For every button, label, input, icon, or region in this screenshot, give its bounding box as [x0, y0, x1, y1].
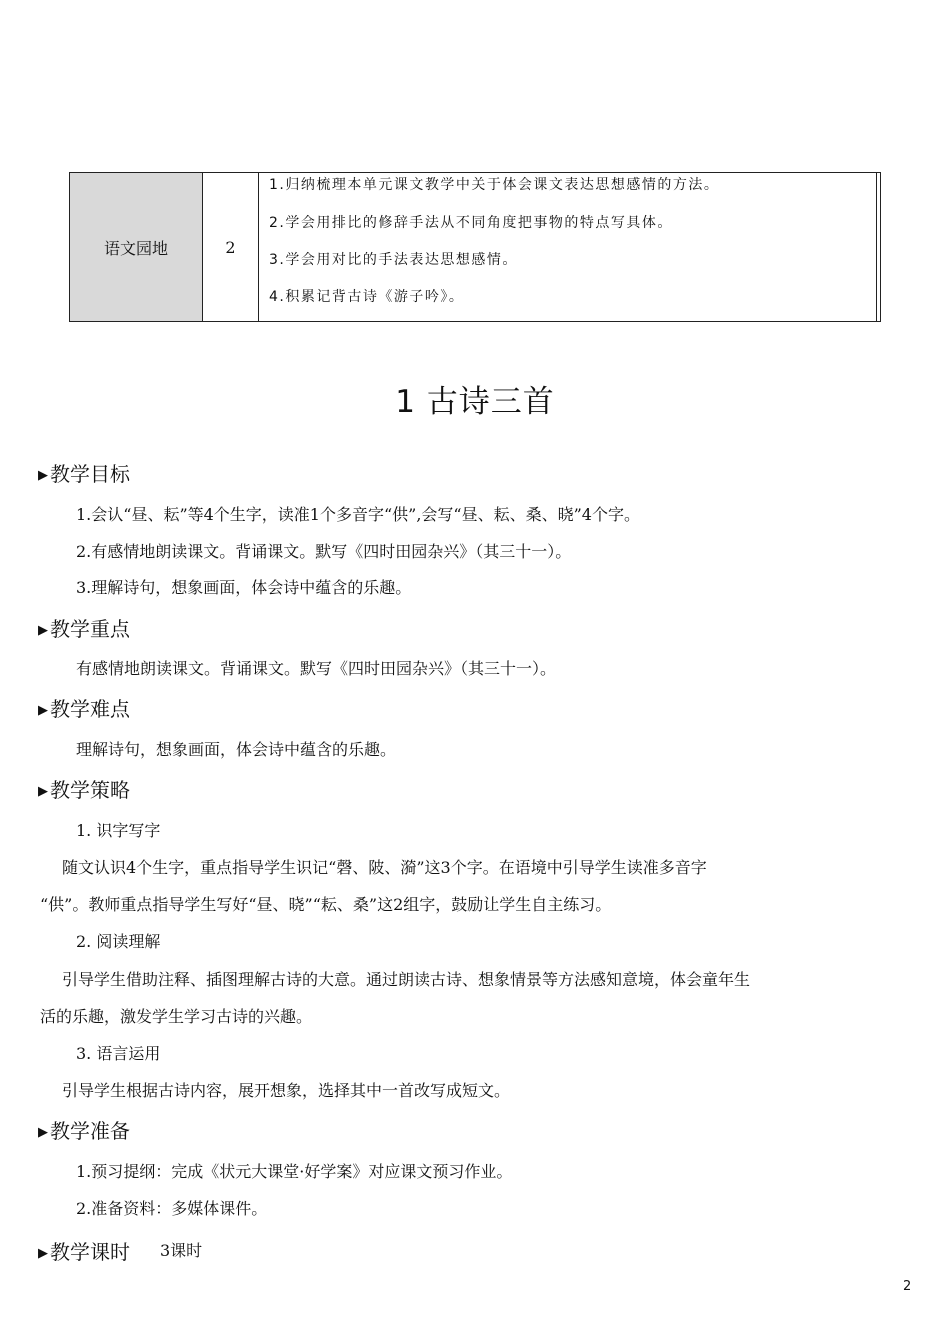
hours-cell: 2: [203, 173, 259, 322]
goals-cell: [259, 173, 881, 322]
lesson-title: 1 古诗三首: [395, 384, 555, 420]
section-heading-preparation: ▶ 教学准备: [38, 1119, 130, 1143]
objective-item: 3.理解诗句，想象画面，体会诗中蕴含的乐趣。: [76, 578, 412, 597]
difficulties-text: 理解诗句，想象画面，体会诗中蕴含的乐趣。: [76, 740, 397, 759]
strategy-text: 随文认识4个生字，重点指导学生识记“磬、陂、漪”这3个字。在语境中引导学生读准多音字: [62, 858, 707, 877]
unit-name-cell: 语文园地: [70, 173, 203, 322]
triangle-bullet-icon: ▶: [38, 468, 48, 483]
goal-line: 4.积累记背古诗《游子吟》。: [269, 289, 465, 305]
section-heading-objectives: ▶ 教学目标: [38, 462, 130, 486]
strategy-subtitle: 1. 识字写字: [76, 821, 161, 840]
triangle-bullet-icon: ▶: [38, 784, 48, 799]
preparation-item: 2.准备资料：多媒体课件。: [76, 1199, 268, 1218]
strategy-text: “供”。教师重点指导学生写好“昼、晓”“耘、桑”这2组字，鼓励让学生自主练习。: [40, 895, 612, 914]
goal-line: 1.归纳梳理本单元课文教学中关于体会课文表达思想感情的方法。: [269, 177, 720, 193]
hours-value: 3课时: [160, 1241, 203, 1260]
goal-line: 3.学会用对比的手法表达思想感情。: [269, 252, 518, 268]
triangle-bullet-icon: ▶: [38, 1125, 48, 1140]
goal-line: 2.学会用排比的修辞手法从不同角度把事物的特点写具体。: [269, 215, 673, 231]
strategy-subtitle: 3. 语言运用: [76, 1044, 161, 1063]
page-number: 2: [903, 1279, 912, 1294]
key-points-text: 有感情地朗读课文。背诵课文。默写《四时田园杂兴》（其三十一）。: [76, 659, 557, 678]
triangle-bullet-icon: ▶: [38, 1246, 48, 1261]
unit-table: [69, 172, 881, 322]
objective-item: 1.会认“昼、耘”等4个生字，读准1个多音字“供”,会写“昼、耘、桑、晓”4个字。: [76, 505, 640, 524]
section-heading-hours: ▶ 教学课时: [38, 1240, 130, 1264]
triangle-bullet-icon: ▶: [38, 703, 48, 718]
strategy-text: 活的乐趣，激发学生学习古诗的兴趣。: [40, 1007, 313, 1026]
strategy-subtitle: 2. 阅读理解: [76, 932, 161, 951]
preparation-item: 1.预习提纲：完成《状元大课堂·好学案》对应课文预习作业。: [76, 1162, 513, 1181]
strategy-text: 引导学生借助注释、插图理解古诗的大意。通过朗读古诗、想象情景等方法感知意境，体会童年生: [62, 970, 751, 989]
objective-item: 2.有感情地朗读课文。背诵课文。默写《四时田园杂兴》（其三十一）。: [76, 542, 572, 561]
strategy-text: 引导学生根据古诗内容，展开想象，选择其中一首改写成短文。: [62, 1081, 511, 1100]
section-heading-difficulties: ▶ 教学难点: [38, 697, 130, 721]
section-heading-key-points: ▶ 教学重点: [38, 617, 130, 641]
triangle-bullet-icon: ▶: [38, 623, 48, 638]
section-heading-strategy: ▶ 教学策略: [38, 778, 130, 802]
